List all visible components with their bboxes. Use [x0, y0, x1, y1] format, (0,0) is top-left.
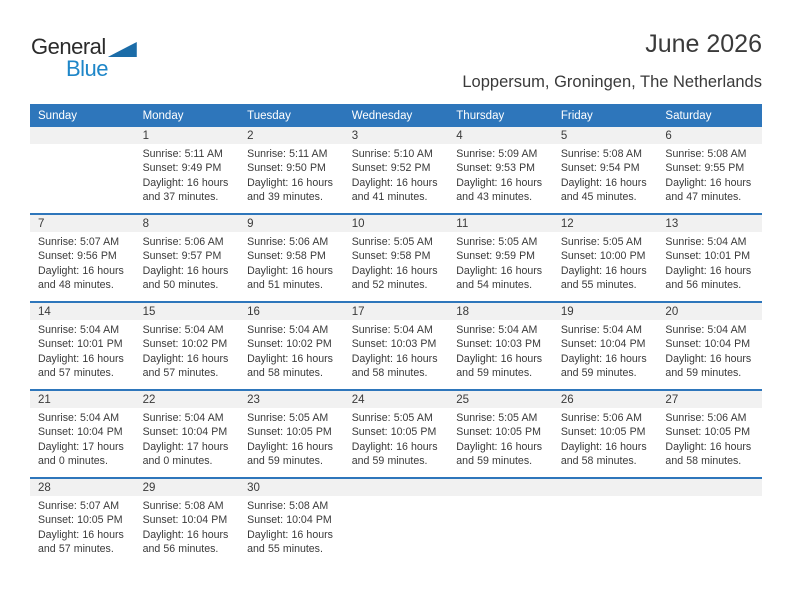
calendar-cell-day-14	[30, 320, 135, 389]
sunrise-text: Sunrise: 5:07 AM	[38, 500, 120, 512]
logo-row	[31, 36, 137, 58]
sunset-text: Sunset: 9:55 PM	[665, 162, 745, 175]
daylight-text: Daylight: 16 hours and 57 minutes.	[38, 528, 124, 556]
day-number-15: 15	[142, 305, 156, 318]
sunrise-text: Sunrise: 5:04 AM	[142, 412, 224, 424]
calendar-cell-empty	[344, 496, 449, 565]
day-number-4: 4	[456, 129, 463, 142]
calendar-cell-day-15	[135, 320, 240, 389]
calendar-cell-day-21	[30, 408, 135, 477]
daylight-text: Daylight: 16 hours and 58 minutes.	[351, 352, 438, 380]
daylight-text: Daylight: 16 hours and 48 minutes.	[38, 264, 124, 292]
calendar-cell-day-3	[344, 144, 449, 213]
day-number-22: 22	[142, 393, 156, 406]
day-number-6: 6	[665, 129, 672, 142]
calendar-cell-day-30	[239, 496, 344, 565]
calendar-cell-day-8	[135, 232, 240, 301]
calendar-cell-day-18	[448, 320, 553, 389]
day-number-strip	[30, 215, 762, 232]
calendar-cell-day-16	[239, 320, 344, 389]
day-number-8: 8	[142, 217, 149, 230]
daylight-text: Daylight: 16 hours and 39 minutes.	[247, 176, 333, 204]
week-row-2	[30, 213, 762, 301]
day-header-friday: Friday	[560, 109, 593, 122]
day-number-19: 19	[560, 305, 574, 318]
daylight-text: Daylight: 16 hours and 50 minutes.	[142, 264, 229, 292]
sunset-text: Sunset: 9:57 PM	[142, 250, 222, 263]
daylight-text: Daylight: 16 hours and 45 minutes.	[560, 176, 647, 204]
sunset-text: Sunset: 9:52 PM	[351, 162, 431, 175]
sunrise-text: Sunrise: 5:08 AM	[560, 148, 642, 160]
sunrise-text: Sunrise: 5:05 AM	[247, 412, 329, 424]
day-number-20: 20	[665, 305, 679, 318]
daylight-text: Daylight: 16 hours and 59 minutes.	[665, 352, 752, 380]
day-header-wednesday: Wednesday	[351, 109, 413, 122]
week-details-row	[30, 320, 762, 389]
sunset-text: Sunset: 9:54 PM	[560, 162, 640, 175]
calendar-cell-empty	[553, 496, 658, 565]
calendar-cell-day-23	[239, 408, 344, 477]
calendar-cell-day-10	[344, 232, 449, 301]
day-number-24: 24	[351, 393, 365, 406]
week-row-5	[30, 477, 762, 565]
daylight-text: Daylight: 16 hours and 59 minutes.	[456, 440, 543, 468]
calendar-cell-day-12	[553, 232, 658, 301]
sunset-text: Sunset: 10:04 PM	[247, 514, 332, 527]
calendar-cell-day-11	[448, 232, 553, 301]
calendar-cell-day-9	[239, 232, 344, 301]
calendar-cell-empty	[30, 144, 135, 213]
sunset-text: Sunset: 9:58 PM	[351, 250, 431, 263]
sunrise-text: Sunrise: 5:05 AM	[456, 412, 538, 424]
sunrise-text: Sunrise: 5:06 AM	[665, 412, 747, 424]
week-details-row	[30, 144, 762, 213]
week-details-row	[30, 232, 762, 301]
sunrise-text: Sunrise: 5:08 AM	[142, 500, 224, 512]
day-header-thursday: Thursday	[456, 109, 505, 122]
day-number-strip	[30, 479, 762, 496]
sunset-text: Sunset: 10:05 PM	[665, 426, 751, 439]
daylight-text: Daylight: 16 hours and 57 minutes.	[38, 352, 124, 380]
day-number-18: 18	[456, 305, 470, 318]
daylight-text: Daylight: 16 hours and 59 minutes.	[456, 352, 543, 380]
logo-text-general: General	[31, 34, 106, 59]
sunset-text: Sunset: 10:00 PM	[560, 250, 646, 263]
sunrise-text: Sunrise: 5:04 AM	[456, 324, 538, 336]
day-header-sunday: Sunday	[38, 109, 78, 122]
sunset-text: Sunset: 10:04 PM	[142, 426, 228, 439]
sunrise-text: Sunrise: 5:05 AM	[560, 236, 642, 248]
calendar-cell-day-29	[135, 496, 240, 565]
daylight-text: Daylight: 16 hours and 59 minutes.	[560, 352, 647, 380]
sunrise-text: Sunrise: 5:11 AM	[247, 148, 328, 160]
sunrise-text: Sunrise: 5:08 AM	[665, 148, 747, 160]
sunset-text: Sunset: 10:02 PM	[247, 338, 332, 351]
daylight-text: Daylight: 16 hours and 56 minutes.	[142, 528, 229, 556]
sunrise-text: Sunrise: 5:05 AM	[456, 236, 538, 248]
sunset-text: Sunset: 9:56 PM	[38, 250, 117, 263]
calendar-day-header-row	[30, 104, 762, 127]
day-number-26: 26	[560, 393, 574, 406]
calendar-cell-day-5	[553, 144, 658, 213]
week-row-4	[30, 389, 762, 477]
sunset-text: Sunset: 10:05 PM	[247, 426, 332, 439]
daylight-text: Daylight: 16 hours and 41 minutes.	[351, 176, 438, 204]
sunset-text: Sunset: 10:05 PM	[38, 514, 123, 527]
calendar-cell-day-7	[30, 232, 135, 301]
sunset-text: Sunset: 9:49 PM	[142, 162, 222, 175]
daylight-text: Daylight: 16 hours and 47 minutes.	[665, 176, 752, 204]
calendar-body	[30, 127, 762, 565]
sunrise-text: Sunrise: 5:06 AM	[142, 236, 224, 248]
day-header-monday: Monday	[142, 109, 184, 122]
calendar-cell-day-24	[344, 408, 449, 477]
daylight-text: Daylight: 16 hours and 52 minutes.	[351, 264, 438, 292]
logo-text-blue: Blue	[66, 56, 109, 81]
week-row-3	[30, 301, 762, 389]
sunset-text: Sunset: 10:01 PM	[38, 338, 123, 351]
sunset-text: Sunset: 9:53 PM	[456, 162, 536, 175]
day-number-5: 5	[560, 129, 568, 142]
sunset-text: Sunset: 10:03 PM	[456, 338, 541, 351]
calendar-cell-day-6	[657, 144, 762, 213]
calendar-cell-day-2	[239, 144, 344, 213]
daylight-text: Daylight: 16 hours and 58 minutes.	[665, 440, 752, 468]
calendar-cell-day-22	[135, 408, 240, 477]
sunrise-text: Sunrise: 5:04 AM	[38, 412, 120, 424]
sunrise-text: Sunrise: 5:06 AM	[560, 412, 642, 424]
calendar-cell-empty	[657, 496, 762, 565]
week-details-row	[30, 408, 762, 477]
daylight-text: Daylight: 17 hours and 0 minutes.	[38, 440, 124, 468]
day-number-1: 1	[142, 129, 149, 142]
sunrise-text: Sunrise: 5:04 AM	[351, 324, 433, 336]
day-number-17: 17	[351, 305, 365, 318]
day-number-strip	[30, 391, 762, 408]
daylight-text: Daylight: 17 hours and 0 minutes.	[142, 440, 229, 468]
day-header-tuesday: Tuesday	[247, 109, 291, 122]
week-row-1	[30, 127, 762, 213]
daylight-text: Daylight: 16 hours and 59 minutes.	[247, 440, 333, 468]
sunrise-text: Sunrise: 5:04 AM	[560, 324, 642, 336]
calendar-cell-day-1	[135, 144, 240, 213]
sunset-text: Sunset: 10:05 PM	[351, 426, 437, 439]
calendar-cell-day-26	[553, 408, 658, 477]
sunset-text: Sunset: 10:04 PM	[665, 338, 751, 351]
general-blue-logo	[31, 36, 137, 80]
page-title: June 2026	[645, 30, 762, 58]
day-number-29: 29	[142, 481, 156, 494]
sunset-text: Sunset: 10:05 PM	[456, 426, 541, 439]
calendar-cell-day-25	[448, 408, 553, 477]
sunrise-text: Sunrise: 5:07 AM	[38, 236, 120, 248]
daylight-text: Daylight: 16 hours and 56 minutes.	[665, 264, 752, 292]
day-number-14: 14	[38, 305, 51, 318]
day-number-21: 21	[38, 393, 51, 406]
calendar-cell-day-20	[657, 320, 762, 389]
day-number-27: 27	[665, 393, 679, 406]
sunrise-text: Sunrise: 5:04 AM	[665, 324, 747, 336]
daylight-text: Daylight: 16 hours and 55 minutes.	[560, 264, 647, 292]
daylight-text: Daylight: 16 hours and 51 minutes.	[247, 264, 333, 292]
sunset-text: Sunset: 10:04 PM	[142, 514, 228, 527]
sunrise-text: Sunrise: 5:10 AM	[351, 148, 433, 160]
calendar-cell-day-13	[657, 232, 762, 301]
daylight-text: Daylight: 16 hours and 55 minutes.	[247, 528, 333, 556]
page-subtitle: Loppersum, Groningen, The Netherlands	[462, 73, 762, 91]
day-number-23: 23	[247, 393, 260, 406]
day-number-7: 7	[38, 217, 45, 230]
day-number-11: 11	[456, 217, 469, 230]
sunset-text: Sunset: 9:50 PM	[247, 162, 326, 175]
day-number-25: 25	[456, 393, 470, 406]
day-number-12: 12	[560, 217, 574, 230]
header-titles	[462, 30, 762, 92]
sunset-text: Sunset: 10:03 PM	[351, 338, 437, 351]
daylight-text: Daylight: 16 hours and 58 minutes.	[247, 352, 333, 380]
daylight-text: Daylight: 16 hours and 43 minutes.	[456, 176, 543, 204]
sunset-text: Sunset: 9:59 PM	[456, 250, 536, 263]
day-number-strip	[30, 303, 762, 320]
logo-triangle-icon	[108, 42, 137, 57]
sunrise-text: Sunrise: 5:08 AM	[247, 500, 329, 512]
calendar-cell-day-19	[553, 320, 658, 389]
day-number-28: 28	[38, 481, 51, 494]
day-number-9: 9	[247, 217, 254, 230]
sunrise-text: Sunrise: 5:11 AM	[142, 148, 223, 160]
calendar-cell-day-27	[657, 408, 762, 477]
day-number-3: 3	[351, 129, 359, 142]
day-number-13: 13	[665, 217, 679, 230]
calendar-cell-empty	[448, 496, 553, 565]
daylight-text: Daylight: 16 hours and 54 minutes.	[456, 264, 543, 292]
day-number-2: 2	[247, 129, 254, 142]
day-header-saturday: Saturday	[665, 109, 712, 122]
sunrise-text: Sunrise: 5:05 AM	[351, 412, 433, 424]
sunrise-text: Sunrise: 5:09 AM	[456, 148, 538, 160]
calendar-cell-day-4	[448, 144, 553, 213]
sunset-text: Sunset: 9:58 PM	[247, 250, 326, 263]
day-number-10: 10	[351, 217, 365, 230]
sunrise-text: Sunrise: 5:04 AM	[665, 236, 747, 248]
calendar-table	[30, 104, 762, 565]
sunrise-text: Sunrise: 5:04 AM	[247, 324, 329, 336]
daylight-text: Daylight: 16 hours and 37 minutes.	[142, 176, 229, 204]
calendar-cell-day-17	[344, 320, 449, 389]
daylight-text: Daylight: 16 hours and 59 minutes.	[351, 440, 438, 468]
sunset-text: Sunset: 10:04 PM	[38, 426, 123, 439]
daylight-text: Daylight: 16 hours and 58 minutes.	[560, 440, 647, 468]
sunrise-text: Sunrise: 5:04 AM	[142, 324, 224, 336]
sunset-text: Sunset: 10:04 PM	[560, 338, 646, 351]
day-number-30: 30	[247, 481, 260, 494]
calendar-cell-day-28	[30, 496, 135, 565]
sunrise-text: Sunrise: 5:04 AM	[38, 324, 120, 336]
sunrise-text: Sunrise: 5:06 AM	[247, 236, 329, 248]
sunrise-text: Sunrise: 5:05 AM	[351, 236, 433, 248]
week-details-row	[30, 496, 762, 565]
daylight-text: Daylight: 16 hours and 57 minutes.	[142, 352, 229, 380]
day-number-strip	[30, 127, 762, 144]
day-number-16: 16	[247, 305, 260, 318]
sunset-text: Sunset: 10:05 PM	[560, 426, 646, 439]
sunset-text: Sunset: 10:02 PM	[142, 338, 228, 351]
sunset-text: Sunset: 10:01 PM	[665, 250, 751, 263]
